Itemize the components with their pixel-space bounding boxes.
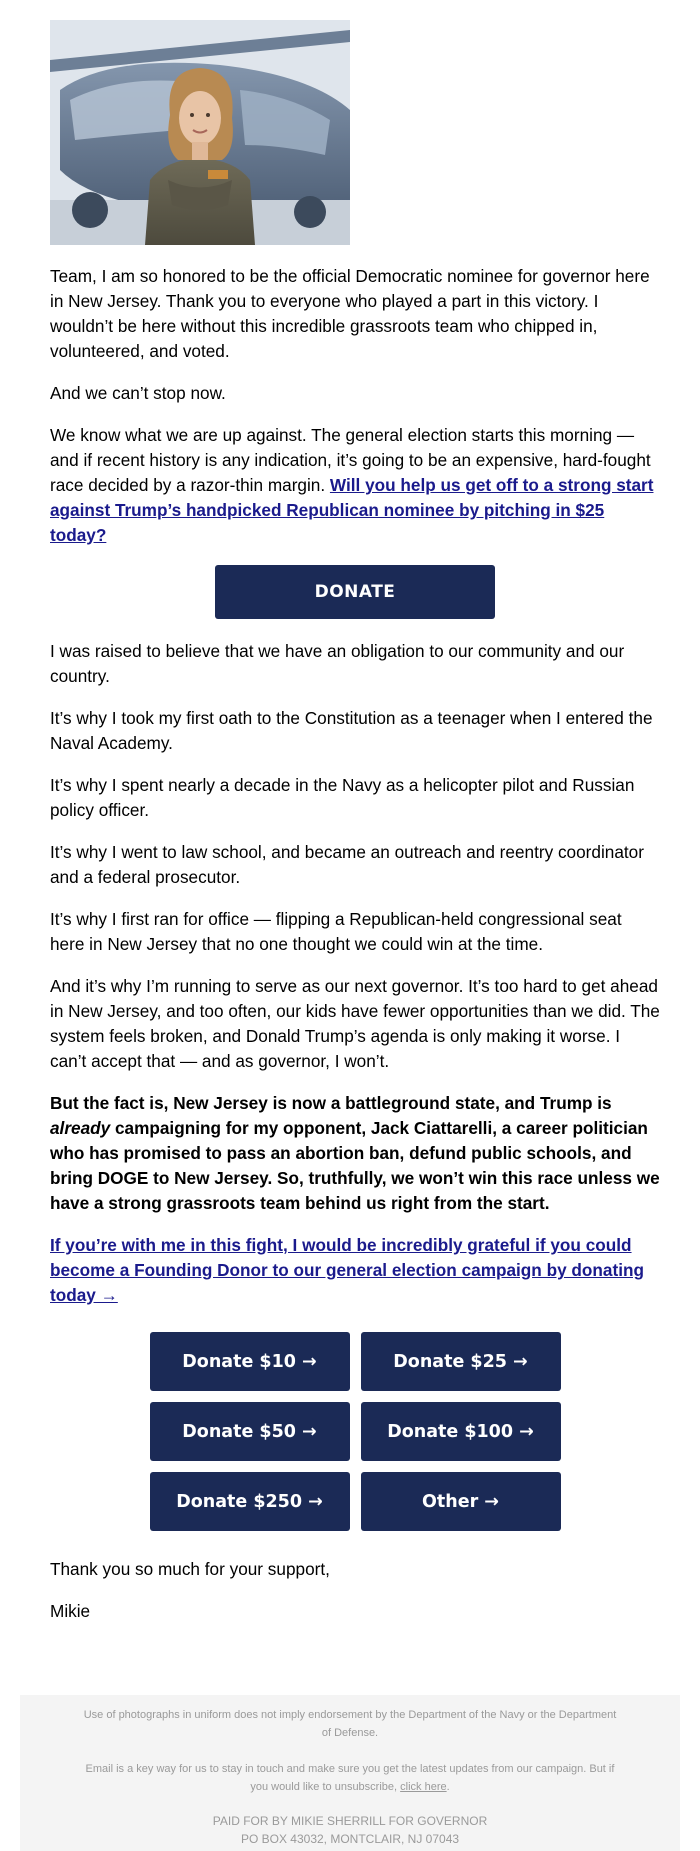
battleground-text-1: But the fact is, New Jersey is now a battleground state, and Trump is: [50, 1093, 612, 1113]
story-paragraph: It’s why I took my first oath to the Constitution as a teenager when I entered the Naval Academy.: [50, 708, 653, 753]
email-footer: [20, 1695, 680, 1851]
intro-paragraph-2: And we can’t stop now.: [50, 383, 226, 403]
donate-250-button[interactable]: Donate $250 →: [150, 1472, 350, 1531]
donate-100-button[interactable]: Donate $100 →: [361, 1402, 561, 1461]
battleground-emphasis: already: [50, 1118, 111, 1138]
candidate-photo-helicopter-icon: [50, 20, 350, 245]
donate-button[interactable]: DONATE: [215, 565, 495, 619]
footer-paid-for: [20, 1812, 680, 1848]
story-paragraph: I was raised to believe that we have an obligation to our community and our country.: [50, 641, 625, 686]
signature: Mikie: [50, 1601, 91, 1621]
founding-donor-paragraph: [50, 1233, 660, 1308]
intro-paragraph-3-text: We know what we are up against. The general election starts this morning — and if recent history is any indication, it’s going to be an expensive, hard-fought race decided by a razor-thin margin.: [50, 425, 651, 495]
closing-thanks: Thank you so much for your support,: [50, 1559, 330, 1579]
donate-button-row: [50, 565, 660, 619]
battleground-paragraph: [50, 1091, 660, 1216]
unsubscribe-link[interactable]: click here: [400, 1781, 447, 1793]
intro-paragraph-3: [50, 423, 660, 548]
footer-unsubscribe: [80, 1760, 620, 1796]
donate-25-button[interactable]: Donate $25 →: [361, 1332, 561, 1391]
intro-paragraph-1: Team, I am so honored to be the official Democratic nominee for governor here in New Jersey. Thank you to everyone who played a part in this victory. I wouldn’t be here without this incredible grassroots team who chipped in, volunteered, and voted.: [50, 266, 650, 361]
candidate-photo: [50, 20, 350, 245]
story-paragraph: It’s why I went to law school, and became an outreach and reentry coordinator and a federal prosecutor.: [50, 842, 644, 887]
battleground-text-2: campaigning for my opponent, Jack Ciattarelli, a career politician who has promised to pass an abortion ban, defund public schools, and bring DOGE to New Jersey. So, truthfully, we won’t win this race unless we have a strong grassroots team behind us right from the start.: [50, 1118, 660, 1213]
unsubscribe-end: .: [446, 1781, 450, 1793]
donate-10-button[interactable]: Donate $10 →: [150, 1332, 350, 1391]
story-paragraph: It’s why I spent nearly a decade in the Navy as a helicopter pilot and Russian policy officer.: [50, 775, 635, 820]
donate-other-button[interactable]: Other →: [361, 1472, 561, 1531]
story-paragraph: It’s why I first ran for office — flipping a Republican-held congressional seat here in New Jersey that no one thought we could win at the time.: [50, 909, 622, 954]
footer-disclaimer: Use of photographs in uniform does not imply endorsement by the Department of the Navy or the Department of Defense.: [83, 1709, 617, 1739]
pitch-in-25-link[interactable]: Will you help us get off to a strong start against Trump’s handpicked Republican nominee by pitching in $25 today?: [50, 475, 654, 545]
email-content: [50, 20, 660, 1641]
story-paragraph: And it’s why I’m running to serve as our next governor. It’s too hard to get ahead in New Jersey, and too often, our kids have fewer opportunities than we did. The system feels broken, and Donald Trump’s agenda is only making it worse. I can’t accept that — and as governor, I won’t.: [50, 976, 660, 1071]
donate-50-button[interactable]: Donate $50 →: [150, 1402, 350, 1461]
founding-donor-link[interactable]: If you’re with me in this fight, I would be incredibly grateful if you could become a Founding Donor to our general election campaign by donating today →: [50, 1235, 644, 1305]
paid-for-line: PAID FOR BY MIKIE SHERRILL FOR GOVERNOR: [212, 1814, 488, 1828]
address-line: PO BOX 43032, MONTCLAIR, NJ 07043: [240, 1832, 460, 1846]
unsubscribe-text: Email is a key way for us to stay in touch and make sure you get the latest updates from our campaign. But if you would like to unsubscribe,: [85, 1763, 615, 1793]
donation-amount-grid: [50, 1332, 660, 1531]
